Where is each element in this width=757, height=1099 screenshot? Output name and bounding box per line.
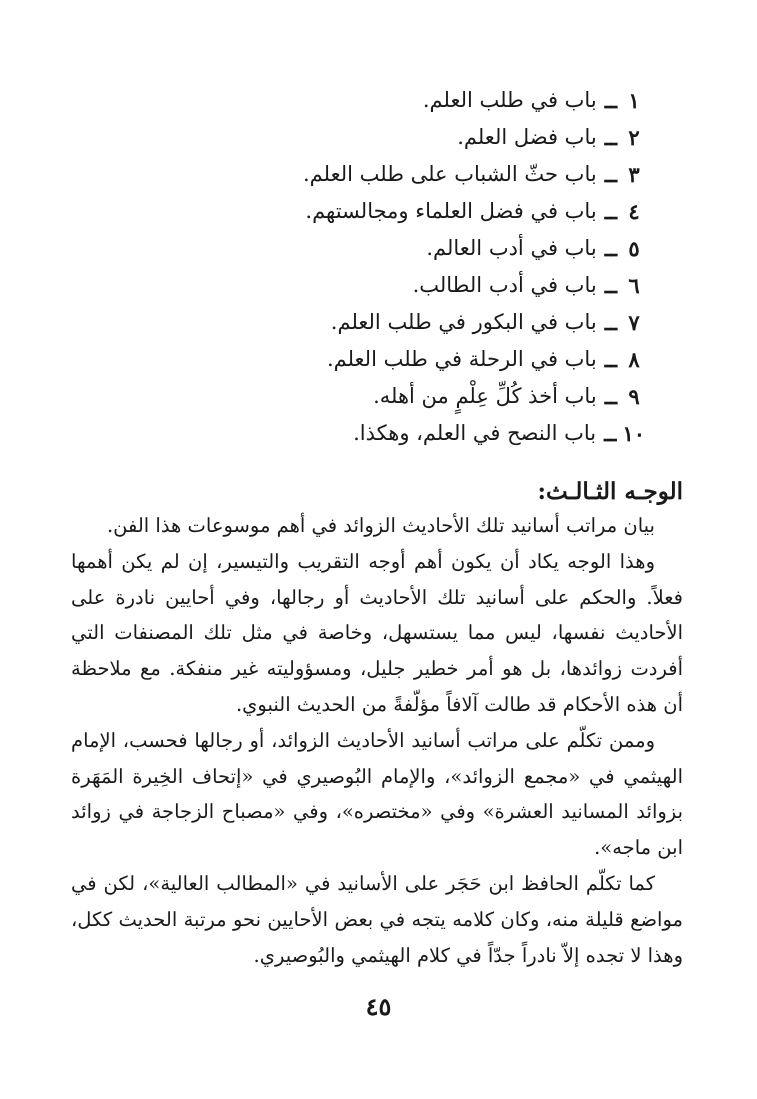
section-body [71, 508, 683, 973]
chapter-dash: ــ [604, 236, 617, 261]
chapter-title: باب في الرحلة في طلب العلم. [326, 347, 597, 371]
chapter-item [185, 415, 645, 452]
chapter-title: باب النصح في العلم، وهكذا. [353, 421, 597, 445]
chapter-dash: ــ [604, 162, 617, 187]
chapter-title: باب في أدب الطالب. [412, 273, 597, 297]
chapter-dash: ــ [604, 347, 617, 372]
chapter-title: باب في فضل العلماء ومجالستهم. [305, 199, 597, 223]
chapter-number: ٦ [628, 273, 640, 298]
chapter-title: باب حثّ الشباب على طلب العلم. [302, 162, 597, 186]
chapter-item [185, 230, 645, 267]
chapter-number: ١ [628, 88, 640, 113]
chapter-number: ٣ [628, 162, 640, 187]
chapter-dash: ــ [604, 310, 617, 335]
chapter-number: ١٠ [622, 421, 645, 446]
body-paragraph: وهذا الوجه يكاد أن يكون أهم أوجه التقريب والتيسير، إن لم يكن أهمها فعلاً. والحكم على أسانيد تلك الأحاديث أو رجالها، وفي أحايين نادرة على الأحاديث نفسها، ليس مما يستسهل، وخاصة في مثل تلك المصنفات التي أفردت زوائدها، بل هو أمر خطير جليل، ومسؤوليته غير منفكة. مع ملاحظة أن هذه الأحكام قد طالت آلافاً مؤلّفةً من الحديث النبوي. [71, 549, 683, 716]
chapter-item [185, 156, 645, 193]
section-heading: الوجـه الثـالـث: [537, 478, 683, 505]
chapter-number: ٧ [628, 310, 640, 335]
chapter-title: باب في البكور في طلب العلم. [330, 310, 597, 334]
chapter-dash: ــ [604, 88, 617, 113]
chapter-dash: ــ [604, 125, 617, 150]
chapter-title: باب فضل العلم. [457, 125, 597, 149]
chapter-item [185, 378, 645, 415]
chapter-dash: ــ [604, 273, 617, 298]
chapter-dash: ــ [604, 421, 617, 446]
chapter-item [185, 82, 645, 119]
chapter-number: ٨ [628, 347, 640, 372]
chapter-list [185, 82, 645, 452]
chapter-item [185, 267, 645, 304]
chapter-item [185, 119, 645, 156]
body-paragraph: بيان مراتب أسانيد تلك الأحاديث الزوائد في أهم موسوعات هذا الفن. [106, 514, 655, 537]
chapter-number: ٩ [628, 384, 640, 409]
page-number: ٤٥ [365, 992, 392, 1021]
body-paragraph: وممن تكلّم على مراتب أسانيد الأحاديث الزوائد، أو رجالها فحسب، الإمام الهيثمي في «مجمع الزوائد»، والإمام البُوصيري في «إتحاف الخِيرة المَهَرة بزوائد المسانيد العشرة» وفي «مختصره»، وفي «مصباح الزجاجة في زوائد ابن ماجه». [71, 728, 683, 860]
chapter-item [185, 193, 645, 230]
chapter-dash: ــ [604, 384, 617, 409]
chapter-number: ٤ [628, 199, 640, 224]
chapter-item [185, 341, 645, 378]
chapter-item [185, 304, 645, 341]
chapter-title: باب أخذ كُلِّ عِلْمٍ من أهله. [373, 384, 597, 408]
chapter-number: ٢ [628, 125, 640, 150]
chapter-title: باب في أدب العالم. [426, 236, 597, 260]
body-paragraph: كما تكلّم الحافظ ابن حَجَر على الأسانيد في «المطالب العالية»، لكن في مواضع قليلة منه، وكان كلامه يتجه في بعض الأحايين نحو مرتبة الحديث ككل، وهذا لا تجده إلاّ نادراً جدّاً في كلام الهيثمي والبُوصيري. [71, 871, 683, 967]
chapter-number: ٥ [628, 236, 640, 261]
chapter-dash: ــ [604, 199, 617, 224]
chapter-title: باب في طلب العلم. [422, 88, 597, 112]
